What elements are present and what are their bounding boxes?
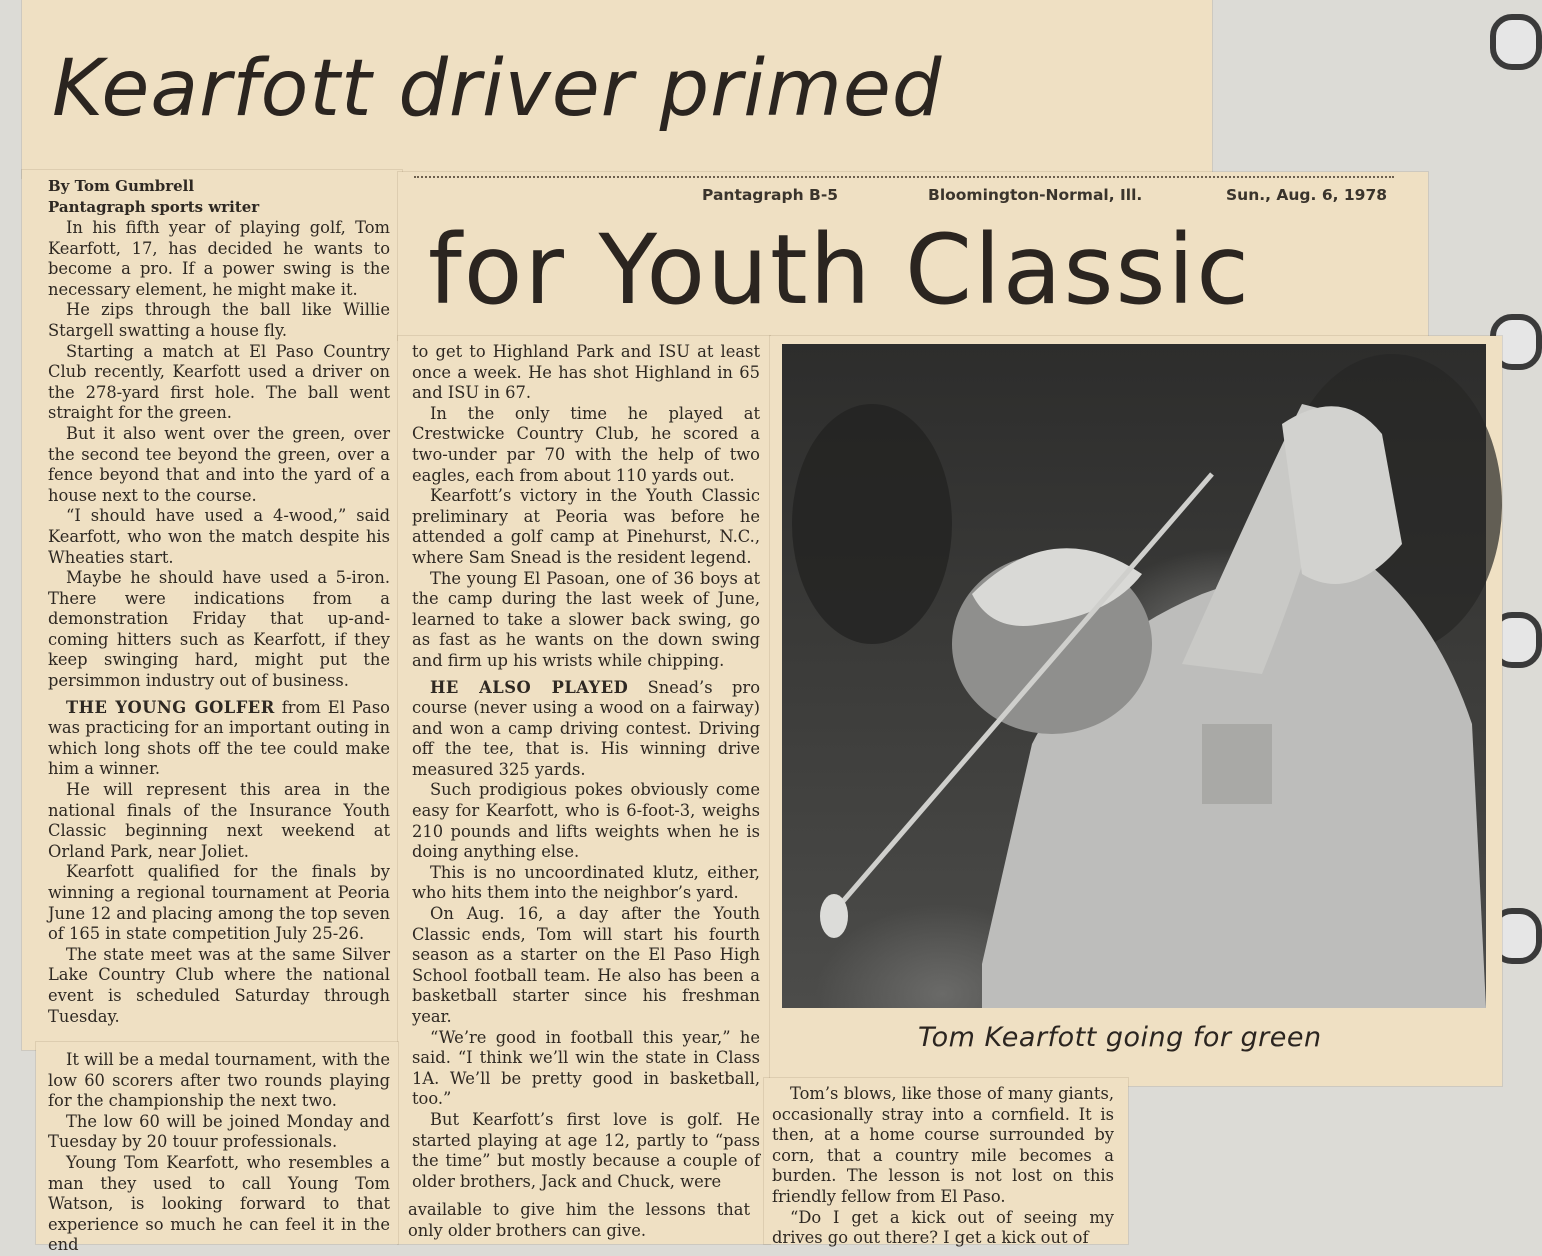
paragraph: “I should have used a 4-wood,” said Kearfott, who won the match despite his Wheaties start. bbox=[48, 506, 390, 567]
paragraph: It will be a medal tournament, with the low 60 scorers after two rounds playing for the championship the next two. bbox=[48, 1050, 390, 1111]
paragraph: On Aug. 16, a day after the Youth Classic ends, Tom will start his fourth season as a starter on the El Paso High School football team. He also has been a basketball starter since his freshman year. bbox=[412, 904, 760, 1026]
paragraph: But Kearfott’s first love is golf. He started playing at age 12, partly to “pass the time” but mostly because a couple of older brothers, Jack and Chuck, were bbox=[412, 1109, 760, 1191]
paragraph: “Do I get a kick out of seeing my drives go out there? I get a kick out of bbox=[772, 1207, 1114, 1248]
paragraph: The young El Pasoan, one of 36 boys at the camp during the last week of June, learned to take a slower back swing, go as fast as he wants on the down swing and firm up his wrists while chipping. bbox=[412, 568, 760, 670]
paragraph: He zips through the ball like Willie Stargell swatting a house fly. bbox=[48, 300, 390, 340]
paragraph: “We’re good in football this year,” he said. “I think we’ll win the state in Class 1A. We’ll be pretty good in basketball, too.” bbox=[412, 1027, 760, 1109]
paragraph: Maybe he should have used a 5-iron. There were indications from a demonstration Friday that up-and-coming hitters such as Kearfott, if they keep swinging hard, might put the persimmon industry out of business. bbox=[48, 568, 390, 691]
paragraph: This is no uncoordinated klutz, either, who hits them into the neighbor’s yard. bbox=[412, 862, 760, 903]
byline-author: By Tom Gumbrell bbox=[48, 177, 195, 195]
masthead-rule bbox=[414, 176, 1394, 178]
headline-line-2: for Youth Classic bbox=[428, 214, 1251, 326]
article-column-3 bbox=[772, 1084, 1114, 1248]
section-lead: HE ALSO PLAYED bbox=[430, 677, 629, 697]
byline-role: Pantagraph sports writer bbox=[48, 198, 260, 216]
paragraph: He will represent this area in the national finals of the Insurance Youth Classic beginning next weekend at Orland Park, near Joliet. bbox=[48, 780, 390, 861]
paragraph: Kearfott qualified for the finals by winning a regional tournament at Peoria June 12 and placing among the top seven of 165 in state competition July 25-26. bbox=[48, 862, 390, 944]
article-column-2 bbox=[412, 342, 760, 1194]
paragraph: Such prodigious pokes obviously come easy for Kearfott, who is 6-foot-3, weighs 210 pounds and lifts weights when he is doing anything else. bbox=[412, 780, 760, 862]
paragraph: Kearfott’s victory in the Youth Classic preliminary at Peoria was before he attended a golf camp at Pinehurst, N.C., where Sam Snead is the resident legend. bbox=[412, 486, 760, 567]
paragraph: to get to Highland Park and ISU at least once a week. He has shot Highland in 65 and ISU in 67. bbox=[412, 342, 760, 403]
paragraph: HE ALSO PLAYED Snead’s pro course (never using a wood on a fairway) and won a camp driving contest. Driving off the tee, that is. His winning drive measured 325 yards. bbox=[412, 677, 760, 779]
paragraph: The state meet was at the same Silver Lake Country Club where the national event is scheduled Saturday through Tuesday. bbox=[48, 944, 390, 1026]
golfer-silhouette bbox=[782, 344, 1486, 1008]
paragraph: Starting a match at El Paso Country Club recently, Kearfott used a driver on the 278-yard first hole. The ball went straight for the green. bbox=[48, 341, 390, 423]
article-column-1-continued bbox=[48, 1050, 390, 1255]
paragraph: Tom’s blows, like those of many giants, occasionally stray into a cornfield. It is then, at a home course surrounded by corn, that a country mile becomes a burden. The lesson is not lost on this friendly fellow from El Paso. bbox=[772, 1084, 1114, 1206]
photo-caption: Tom Kearfott going for green bbox=[918, 1022, 1322, 1053]
paragraph: In his fifth year of playing golf, Tom Kearfott, 17, has decided he wants to become a pro. If a power swing is the necessary element, he might make it. bbox=[48, 218, 390, 299]
article-column-1 bbox=[48, 176, 390, 1040]
masthead-place: Bloomington-Normal, Ill. bbox=[928, 186, 1143, 204]
masthead-paper: Pantagraph B-5 bbox=[702, 186, 839, 204]
headline-line-1: Kearfott driver primed bbox=[52, 44, 943, 134]
masthead bbox=[700, 186, 1400, 214]
paragraph: Young Tom Kearfott, who resembles a man they used to call Young Tom Watson, is looking forward to that experience so much he can feel it in the end bbox=[48, 1152, 390, 1255]
binder-ring-top bbox=[1490, 14, 1542, 70]
paragraph: THE YOUNG GOLFER from El Paso was practicing for an important outing in which long shots off the tee could make him a winner. bbox=[48, 697, 390, 779]
paragraph: The low 60 will be joined Monday and Tuesday by 20 touur professionals. bbox=[48, 1111, 390, 1152]
paragraph: available to give him the lessons that only older brothers can give. bbox=[408, 1200, 750, 1240]
paragraph: In the only time he played at Crestwicke Country Club, he scored a two-under par 70 with the help of two eagles, each from about 110 yards out. bbox=[412, 403, 760, 485]
golfer-photo bbox=[782, 344, 1486, 1008]
masthead-date: Sun., Aug. 6, 1978 bbox=[1226, 186, 1388, 204]
article-column-2-continued bbox=[408, 1200, 750, 1244]
paragraph: But it also went over the green, over the second tee beyond the green, over a fence beyond that and into the yard of a house next to the course. bbox=[48, 423, 390, 505]
section-lead: THE YOUNG GOLFER bbox=[66, 697, 275, 717]
